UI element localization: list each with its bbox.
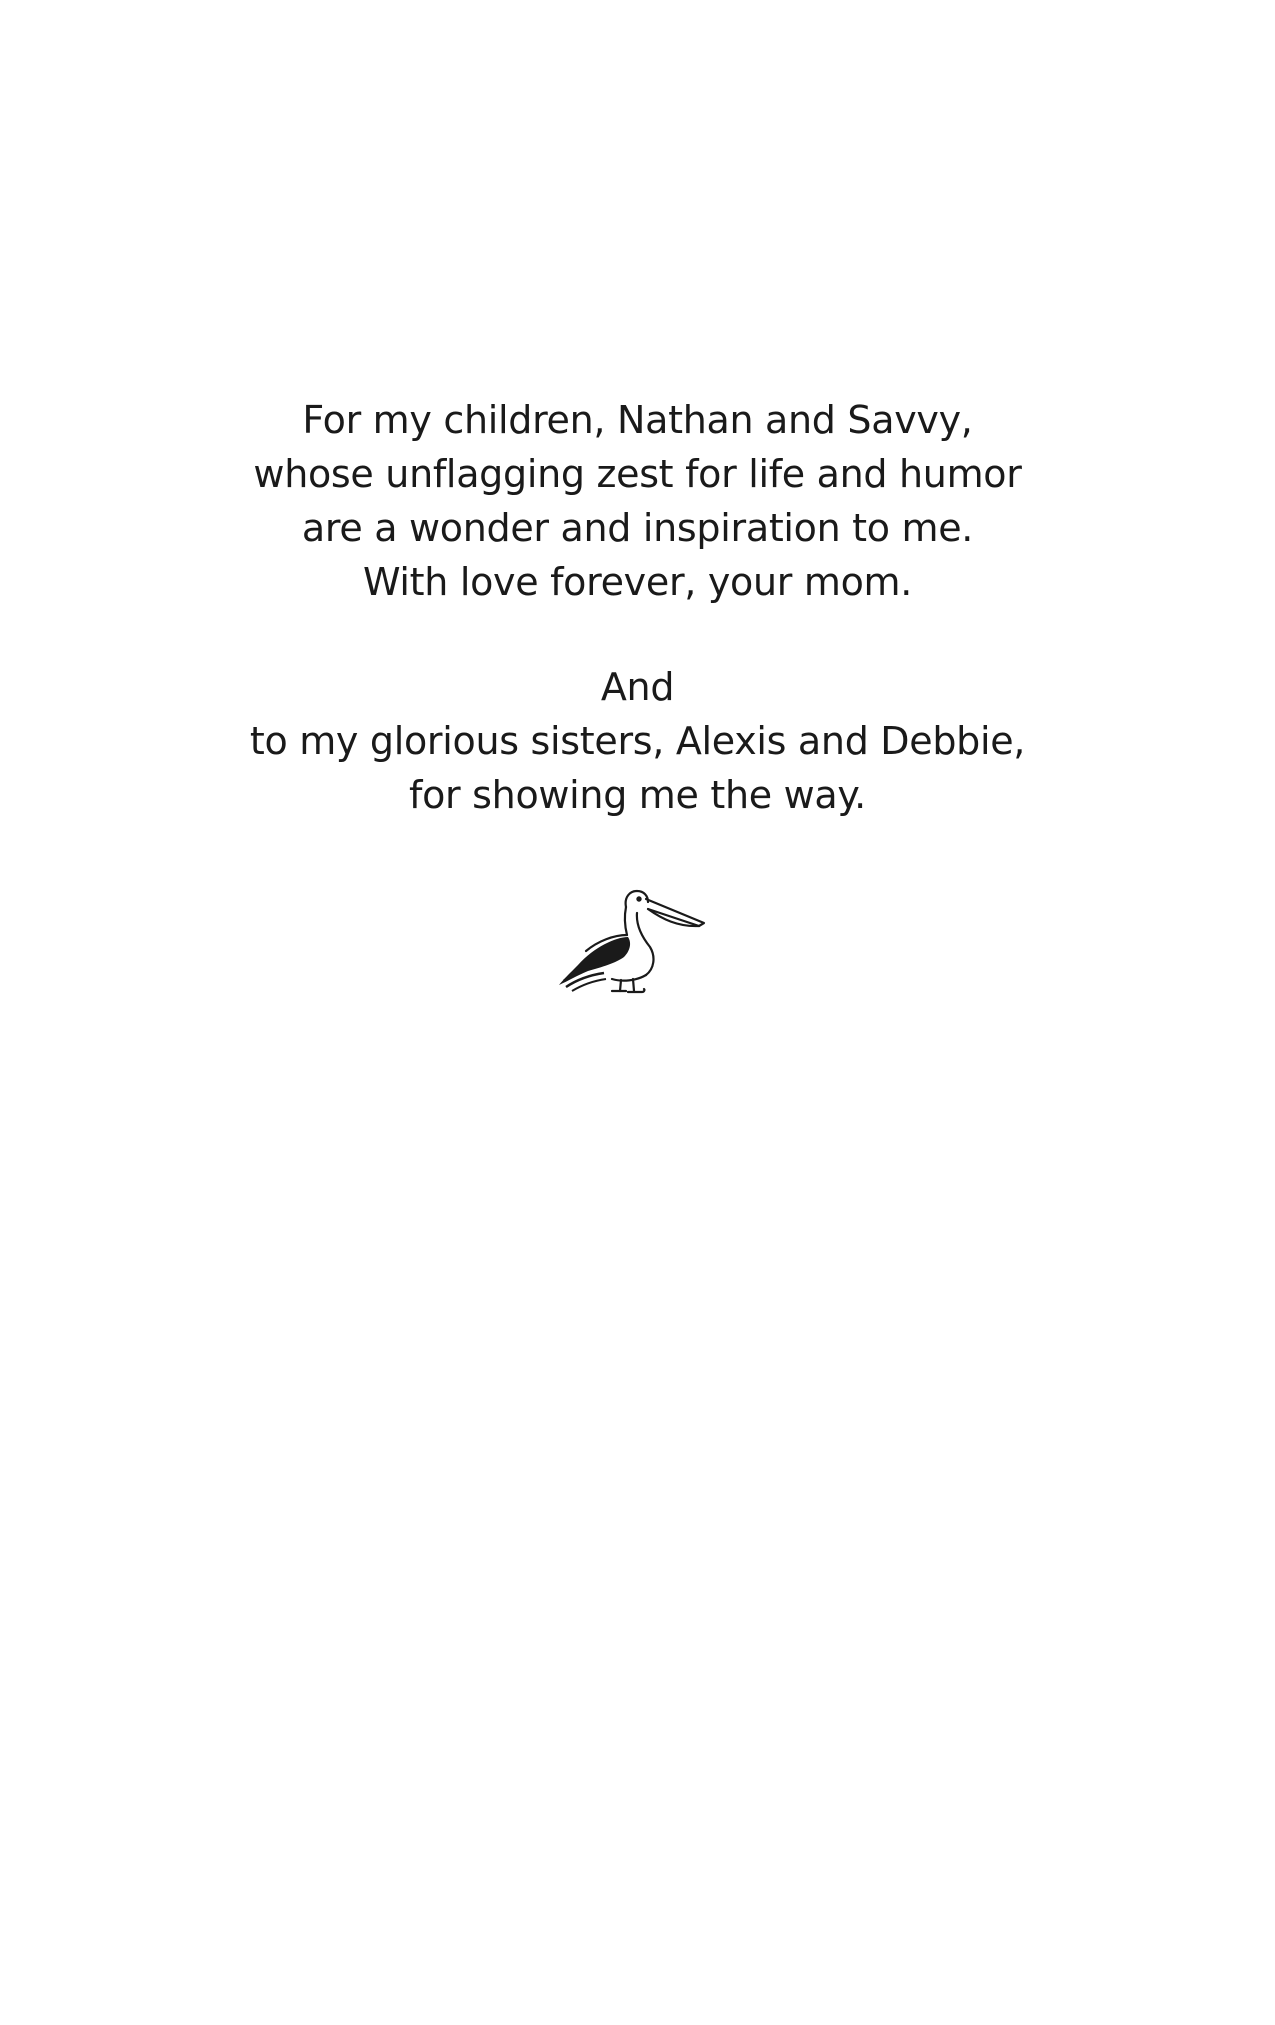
dedication-line: to my glorious sisters, Alexis and Debbie, xyxy=(249,719,1026,763)
dedication-line: for showing me the way. xyxy=(409,773,866,817)
dedication-sisters xyxy=(0,660,1275,822)
dedication-line: For my children, Nathan and Savvy, xyxy=(302,398,973,442)
pelican-icon xyxy=(558,885,708,1000)
dedication-line: whose unflagging zest for life and humor xyxy=(253,452,1022,496)
dedication-line: And xyxy=(600,665,675,709)
dedication-children xyxy=(0,393,1275,609)
dedication-line: With love forever, your mom. xyxy=(362,560,913,604)
dedication-line: are a wonder and inspiration to me. xyxy=(301,506,974,550)
